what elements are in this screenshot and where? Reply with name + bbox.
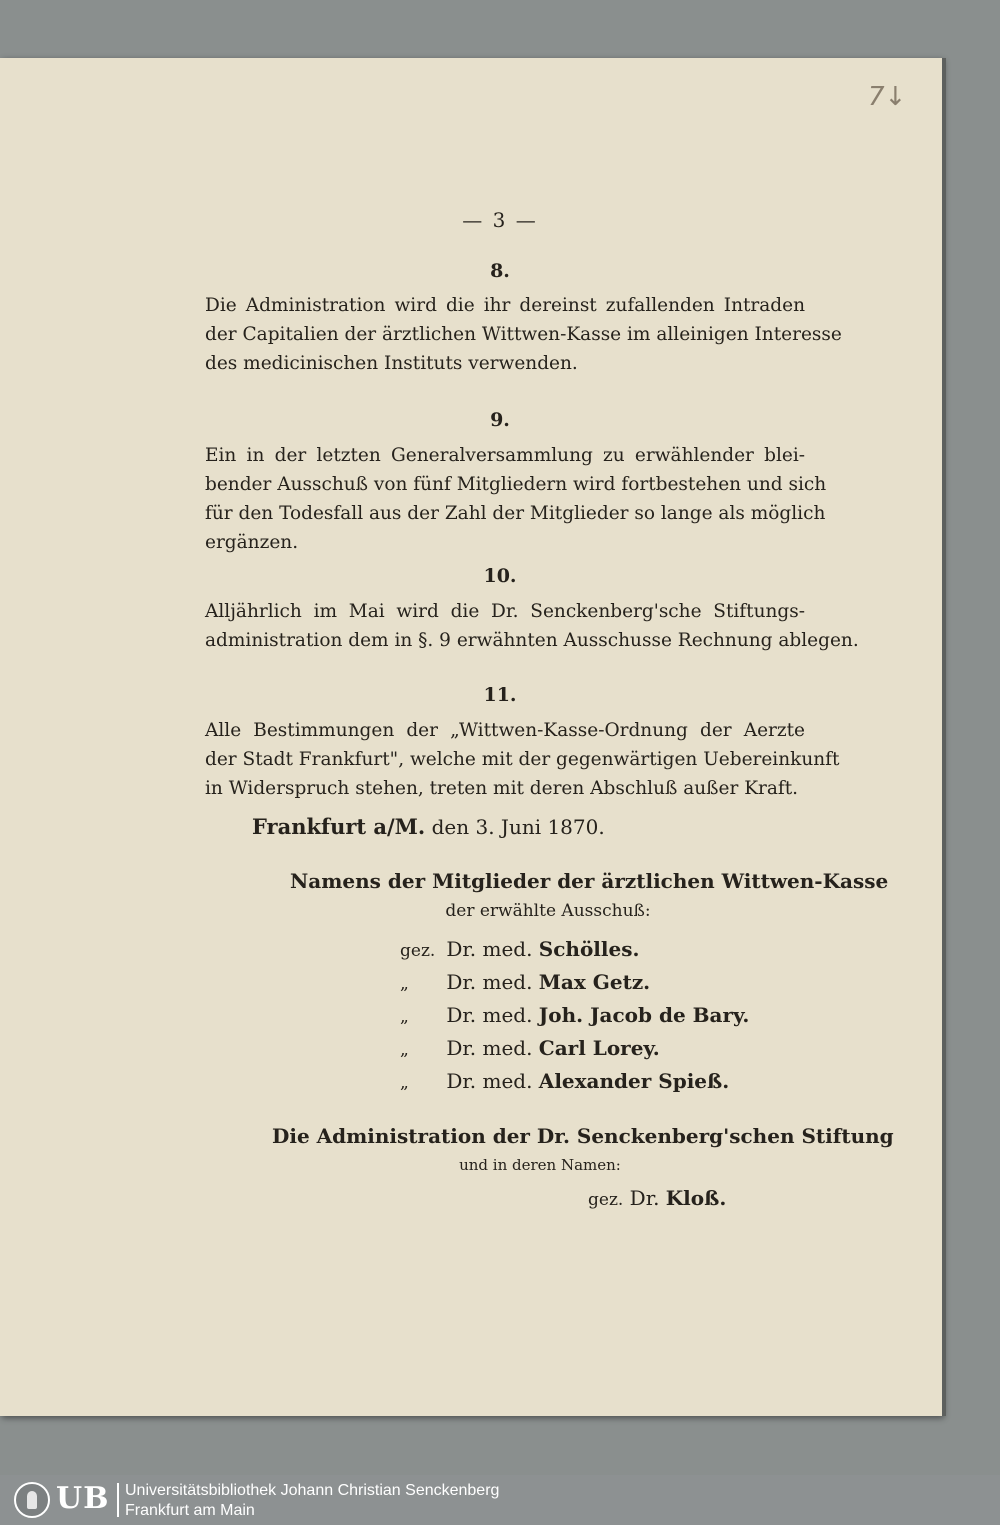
- place-date: den 3. Juni 1870.: [431, 815, 605, 839]
- committee-heading: Namens der Mitglieder der ärztlichen Wittwen-Kasse: [290, 869, 889, 893]
- text-line: der Capitalien der ärztlichen Wittwen-Kasse im alleinigen Interesse: [205, 324, 842, 345]
- signature-prefix: gez.: [400, 941, 436, 961]
- signature-name: Schölles.: [538, 937, 640, 961]
- section-body-8: [205, 291, 842, 378]
- section-number-10: 10.: [483, 565, 517, 587]
- administration-subheading: und in deren Namen:: [459, 1156, 621, 1174]
- signature-name: Joh. Jacob de Bary.: [538, 1003, 750, 1027]
- section-body-10: [205, 597, 859, 655]
- signature-title: Dr.: [629, 1186, 660, 1210]
- library-logo: UB: [56, 1481, 110, 1516]
- section-number-8: 8.: [490, 260, 510, 282]
- margin-note: 7↓: [868, 82, 907, 112]
- administration-heading: Die Administration der Dr. Senckenberg'schen Stiftung: [272, 1124, 894, 1148]
- signature-name: Alexander Spieß.: [538, 1069, 730, 1093]
- section-body-9: [205, 441, 827, 557]
- text-line: Alle Bestimmungen der „Wittwen-Kasse-Ordnung der Aerzte: [205, 720, 805, 741]
- signature-title: Dr. med.: [446, 1036, 533, 1060]
- signature-line: [400, 1036, 660, 1060]
- ditto-mark: „: [400, 1040, 409, 1060]
- signature-name: Kloß.: [665, 1186, 727, 1210]
- committee-subheading: der erwählte Ausschuß:: [445, 901, 651, 921]
- signature-name: Max Getz.: [538, 970, 651, 994]
- signature-title: Dr. med.: [446, 1003, 533, 1027]
- signature-name: Carl Lorey.: [538, 1036, 660, 1060]
- library-seal-icon: [14, 1482, 50, 1518]
- text-line: bender Ausschuß von fünf Mitgliedern wird fortbestehen und sich: [205, 474, 827, 495]
- administration-signature: [588, 1186, 726, 1210]
- text-line: administration dem in §. 9 erwähnten Ausschusse Rechnung ablegen.: [205, 630, 859, 651]
- place-city: Frankfurt a/M.: [252, 814, 426, 839]
- signature-title: Dr. med.: [446, 1069, 533, 1093]
- ditto-mark: „: [400, 974, 409, 994]
- signature-line: [400, 1069, 729, 1093]
- text-line: Die Administration wird die ihr dereinst zufallenden Intraden: [205, 295, 805, 316]
- library-name: Universitätsbibliothek Johann Christian Senckenberg: [125, 1482, 500, 1499]
- place-date-line: [252, 814, 605, 839]
- text-line: Alljährlich im Mai wird die Dr. Senckenberg'sche Stiftungs-: [205, 601, 805, 622]
- section-body-11: [205, 716, 840, 803]
- signature-line: [400, 937, 639, 961]
- text-line: ergänzen.: [205, 532, 299, 553]
- library-footer: [0, 1475, 1000, 1525]
- ditto-mark: „: [400, 1007, 409, 1027]
- signature-line: [400, 1003, 749, 1027]
- text-line: der Stadt Frankfurt", welche mit der gegenwärtigen Uebereinkunft: [205, 749, 840, 770]
- signature-prefix: gez.: [588, 1190, 624, 1210]
- signature-title: Dr. med.: [446, 937, 533, 961]
- section-number-11: 11.: [483, 684, 517, 706]
- ditto-mark: „: [400, 1073, 409, 1093]
- section-number-9: 9.: [490, 409, 510, 431]
- footer-divider: [117, 1483, 119, 1517]
- signature-line: [400, 970, 650, 994]
- signature-title: Dr. med.: [446, 970, 533, 994]
- library-city: Frankfurt am Main: [125, 1502, 255, 1519]
- page-number: — 3 —: [462, 208, 538, 232]
- text-line: für den Todesfall aus der Zahl der Mitglieder so lange als möglich: [205, 503, 826, 524]
- text-line: Ein in der letzten Generalversammlung zu erwählender blei-: [205, 445, 805, 466]
- text-line: in Widerspruch stehen, treten mit deren Abschluß außer Kraft.: [205, 778, 799, 799]
- text-line: des medicinischen Instituts verwenden.: [205, 353, 578, 374]
